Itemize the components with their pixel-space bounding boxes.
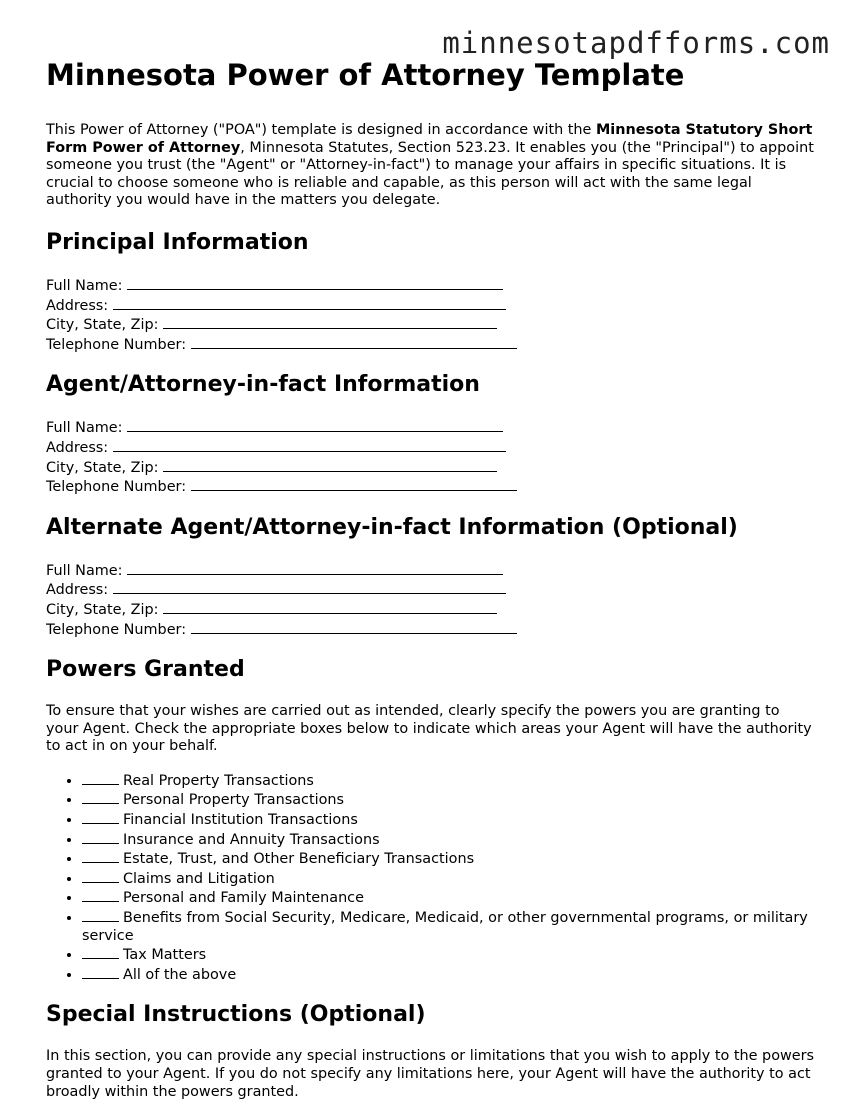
power-item: [82, 849, 816, 869]
full-name-blank[interactable]: [127, 418, 503, 432]
power-item-label: Estate, Trust, and Other Beneficiary Transactions: [123, 851, 475, 868]
checkbox-blank[interactable]: [82, 908, 119, 922]
city-label: City, State, Zip:: [46, 601, 159, 618]
checkbox-blank[interactable]: [82, 888, 119, 902]
power-item: [82, 771, 816, 791]
phone-label: Telephone Number:: [46, 621, 187, 638]
principal-address-field[interactable]: [46, 296, 816, 316]
full-name-label: Full Name:: [46, 277, 123, 294]
power-item: [82, 945, 816, 965]
power-item: [82, 888, 816, 908]
powers-list: [46, 771, 816, 985]
power-item: [82, 965, 816, 985]
intro-text-1: This Power of Attorney ("POA") template is designed in accordance with the: [46, 122, 596, 138]
full-name-label: Full Name:: [46, 420, 123, 437]
alternate-address-field[interactable]: [46, 580, 816, 600]
alternate-fields: [46, 561, 816, 639]
agent-fields: [46, 418, 816, 496]
principal-fields: [46, 276, 816, 354]
checkbox-blank[interactable]: [82, 965, 119, 979]
power-item: [82, 830, 816, 850]
phone-label: Telephone Number:: [46, 336, 187, 353]
checkbox-blank[interactable]: [82, 869, 119, 883]
power-item-label: Financial Institution Transactions: [123, 812, 358, 829]
checkbox-blank[interactable]: [82, 810, 119, 824]
site-watermark: minnesotapdfforms.com: [442, 26, 830, 60]
alternate-full-name-field[interactable]: [46, 561, 816, 581]
power-item: [82, 810, 816, 830]
city-label: City, State, Zip:: [46, 317, 159, 334]
intro-statute-name: Minnesota Statutory Short Form Power of Attorney: [46, 122, 813, 156]
principal-city-field[interactable]: [46, 315, 816, 335]
intro-paragraph: [46, 122, 816, 210]
alternate-heading: Alternate Agent/Attorney-in-fact Information (Optional): [46, 514, 738, 540]
checkbox-blank[interactable]: [82, 945, 119, 959]
agent-city-field[interactable]: [46, 458, 816, 478]
special-heading: Special Instructions (Optional): [46, 1002, 426, 1028]
power-item: [82, 790, 816, 810]
checkbox-blank[interactable]: [82, 790, 119, 804]
full-name-label: Full Name:: [46, 562, 123, 579]
document-page: [46, 56, 816, 1101]
checkbox-blank[interactable]: [82, 771, 119, 785]
agent-heading: Agent/Attorney-in-fact Information: [46, 372, 480, 398]
address-blank[interactable]: [113, 580, 506, 594]
address-label: Address:: [46, 439, 109, 456]
principal-phone-field[interactable]: [46, 335, 816, 355]
powers-description: To ensure that your wishes are carried out as intended, clearly specify the powers you are granting to your Agent. Check the appropriate boxes below to indicate which areas your Agent will have the authority to act in on your behalf.: [46, 703, 812, 755]
address-label: Address:: [46, 582, 109, 599]
agent-phone-field[interactable]: [46, 477, 816, 497]
power-item-label: Personal and Family Maintenance: [123, 890, 364, 907]
power-item-label: Claims and Litigation: [123, 870, 275, 887]
phone-label: Telephone Number:: [46, 479, 187, 496]
power-item: [82, 869, 816, 889]
city-blank[interactable]: [163, 600, 497, 614]
full-name-blank[interactable]: [127, 561, 503, 575]
phone-blank[interactable]: [191, 335, 517, 349]
power-item-label: All of the above: [123, 966, 237, 983]
address-blank[interactable]: [113, 296, 506, 310]
power-item-label: Real Property Transactions: [123, 772, 314, 789]
agent-address-field[interactable]: [46, 438, 816, 458]
power-item: [82, 908, 816, 945]
address-blank[interactable]: [113, 438, 506, 452]
power-item-label: Personal Property Transactions: [123, 792, 345, 809]
alternate-phone-field[interactable]: [46, 620, 816, 640]
checkbox-blank[interactable]: [82, 849, 119, 863]
power-item-label: Insurance and Annuity Transactions: [123, 831, 380, 848]
principal-heading: Principal Information: [46, 229, 309, 255]
powers-heading: Powers Granted: [46, 657, 245, 683]
checkbox-blank[interactable]: [82, 830, 119, 844]
power-item-label: Tax Matters: [123, 947, 207, 964]
alternate-city-field[interactable]: [46, 600, 816, 620]
city-label: City, State, Zip:: [46, 459, 159, 476]
full-name-blank[interactable]: [127, 276, 503, 290]
intro-text-2: , Minnesota Statutes, Section 523.23. It enables you (the "Principal") to appoint someone you trust (the "Agent" or "Attorney-in-fact") to manage your affairs in specific situations. It is crucial to choose someone who is reliable and capable, as this person will act with the same legal authority you would have in the matters you delegate.: [46, 139, 814, 209]
city-blank[interactable]: [163, 458, 497, 472]
phone-blank[interactable]: [191, 620, 517, 634]
phone-blank[interactable]: [191, 477, 517, 491]
address-label: Address:: [46, 297, 109, 314]
city-blank[interactable]: [163, 315, 497, 329]
page-title: Minnesota Power of Attorney Template: [46, 58, 685, 92]
principal-full-name-field[interactable]: [46, 276, 816, 296]
special-description: In this section, you can provide any special instructions or limitations that you wish to apply to the powers granted to your Agent. If you do not specify any limitations here, your Agent will have the authority to act broadly within the powers granted.: [46, 1048, 815, 1100]
agent-full-name-field[interactable]: [46, 418, 816, 438]
power-item-label: Benefits from Social Security, Medicare, Medicaid, or other governmental programs, or military service: [82, 910, 808, 944]
